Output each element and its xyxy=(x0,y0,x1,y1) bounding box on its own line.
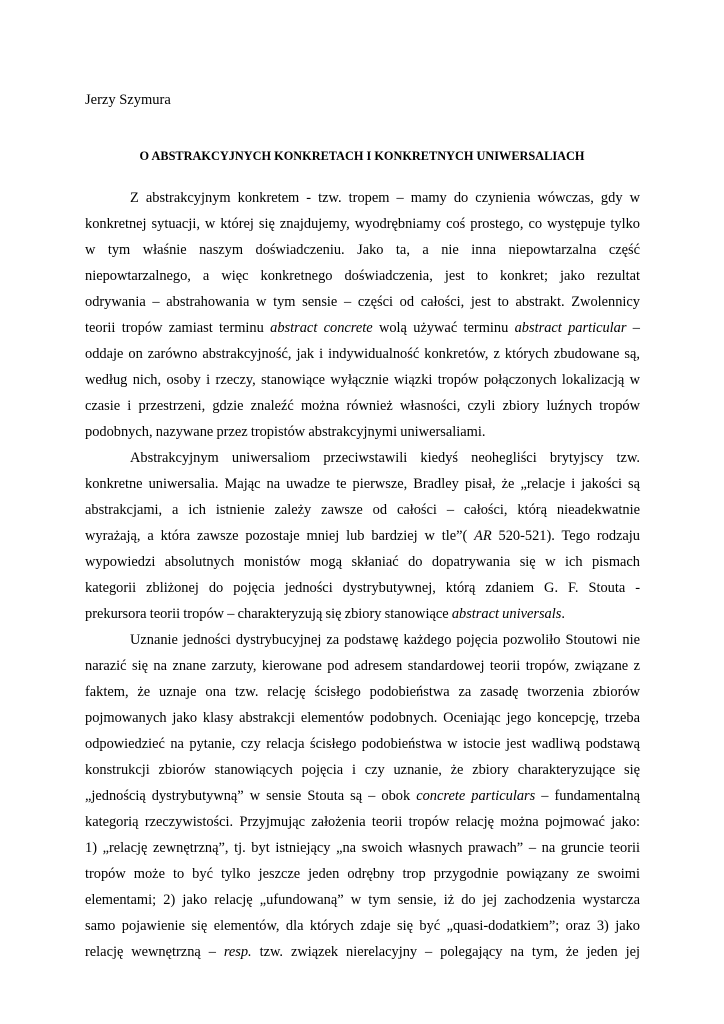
text-run: teorii tropów zamiast terminu xyxy=(85,320,271,336)
italic-term: AR xyxy=(474,528,492,544)
text-line: odrywania – abstrahowania w tym sensie – części od całości, jest to abstrakt. Zwolennicy xyxy=(85,294,640,310)
italic-term: abstract particular xyxy=(514,320,627,336)
text-line: elementami; 2) jako relację „ufundowaną” w tym sensie, iż do jej zachodzenia wystarcza xyxy=(85,892,640,908)
text-run: – xyxy=(626,320,640,336)
text-line: Uznanie jedności dystrybucyjnej za podstawę każdego pojęcia pozwoliło Stoutowi nie xyxy=(130,632,640,648)
text-run: 520-521). Tego rodzaju xyxy=(491,528,640,544)
text-run: . xyxy=(561,606,565,622)
text-line xyxy=(85,601,640,627)
text-line: niepowtarzalnego, a więc konkretnego doświadczenia, jest to konkret; jako rezultat xyxy=(85,268,640,284)
text-line: konstrukcji zbiorów stanowiących pojęcia i czy uznanie, że zbiory charakteryzujące się xyxy=(85,762,640,778)
text-line: Abstrakcyjnym uniwersaliom przeciwstawili kiedyś neohegliści brytyjscy tzw. xyxy=(130,450,640,466)
text-line: samo pojawienie się elementów, dla których zdaje się być „quasi-dodatkiem”; oraz 3) jako xyxy=(85,918,640,934)
text-line: Z abstrakcyjnym konkretem - tzw. tropem – mamy do czynienia wówczas, gdy w xyxy=(130,190,640,206)
text-line: narazić się na znane zarzuty, kierowane pod adresem standardowej teorii tropów, związane z xyxy=(85,658,640,674)
text-line xyxy=(85,783,640,809)
text-line xyxy=(85,939,640,965)
text-line: abstrakcjami, a ich istnienie zależy zawsze od całości – całości, którą nieadekwatnie xyxy=(85,502,640,518)
text-line: podobnych, nazywane przez tropistów abstrakcyjnymi uniwersaliami. xyxy=(85,424,486,440)
text-line: konkretne uniwersalia. Mając na uwadze te pierwsze, Bradley pisał, że „relacje i jakości są xyxy=(85,476,640,492)
text-line: kategorią rzeczywistości. Przyjmując założenia teorii tropów relację można pojmować jako: xyxy=(85,814,640,830)
text-line: tropów może to być tylko jeszcze jeden odrębny trop przygodnie powiązany ze swoimi xyxy=(85,866,640,882)
text-line: w tym właśnie naszym doświadczeniu. Jako ta, a nie inna niepowtarzalna część xyxy=(85,242,640,258)
text-run: prekursora teorii tropów – charakteryzują się zbiory stanowiące xyxy=(85,606,452,622)
text-run: – fundamentalną xyxy=(535,788,640,804)
italic-term: resp. xyxy=(223,944,252,960)
text-line xyxy=(85,315,640,341)
italic-term: abstract universals xyxy=(451,606,562,622)
text-run: wyrażają, a która zawsze pozostaje mniej lub bardziej w tle”( xyxy=(85,528,475,544)
text-run: relację wewnętrzną – xyxy=(85,944,224,960)
italic-term: concrete particulars xyxy=(416,788,536,804)
text-line: czasie i przestrzeni, gdzie znaleźć można również własności, czyli zbiory luźnych tropów xyxy=(85,398,640,414)
text-line: faktem, że uznaje ona tzw. relację ścisłego podobieństwa za zasadę tworzenia zbiorów xyxy=(85,684,640,700)
italic-term: abstract concrete xyxy=(270,320,373,336)
article-title: O ABSTRAKCYJNYCH KONKRETACH I KONKRETNYCH UNIWERSALIACH xyxy=(139,149,585,163)
text-line: 1) „relację zewnętrzną”, tj. byt istniejący „na swoich własnych prawach” – na gruncie teorii xyxy=(85,840,640,856)
text-line: kategorii zbliżonej do pojęcia jedności dystrybutywnej, którą zdaniem G. F. Stouta - xyxy=(85,580,640,596)
text-line: oddaje on zarówno abstrakcyjność, jak i indywidualność konkretów, z których zbudowane są, xyxy=(85,346,640,362)
text-line: konkretnej sytuacji, w której się znajdujemy, wyodrębniamy coś prostego, co występuje tylko xyxy=(85,216,640,232)
article-body xyxy=(85,185,640,965)
text-line: według nich, osoby i rzeczy, stanowiące wyłącznie wiązki tropów połączonych lokalizacją w xyxy=(85,372,640,388)
text-run: wolą używać terminu xyxy=(372,320,515,336)
text-run: tzw. związek nierelacyjny – polegający na tym, że jeden jej xyxy=(251,944,640,960)
author-name: Jerzy Szymura xyxy=(85,92,171,108)
text-line: pojmowanych jako klasy abstrakcji elementów podobnych. Oceniając jego koncepcję, trzeba xyxy=(85,710,640,726)
text-line xyxy=(85,523,640,549)
text-line: odpowiedzieć na pytanie, czy relacja ścisłego podobieństwa w istocie jest wadliwą podstawą xyxy=(85,736,640,752)
text-line: wypowiedzi absolutnych monistów mogą skłaniać do dopatrywania się w ich pismach xyxy=(85,554,640,570)
text-run: „jednością dystrybutywną” w sensie Stouta są – obok xyxy=(85,788,417,804)
